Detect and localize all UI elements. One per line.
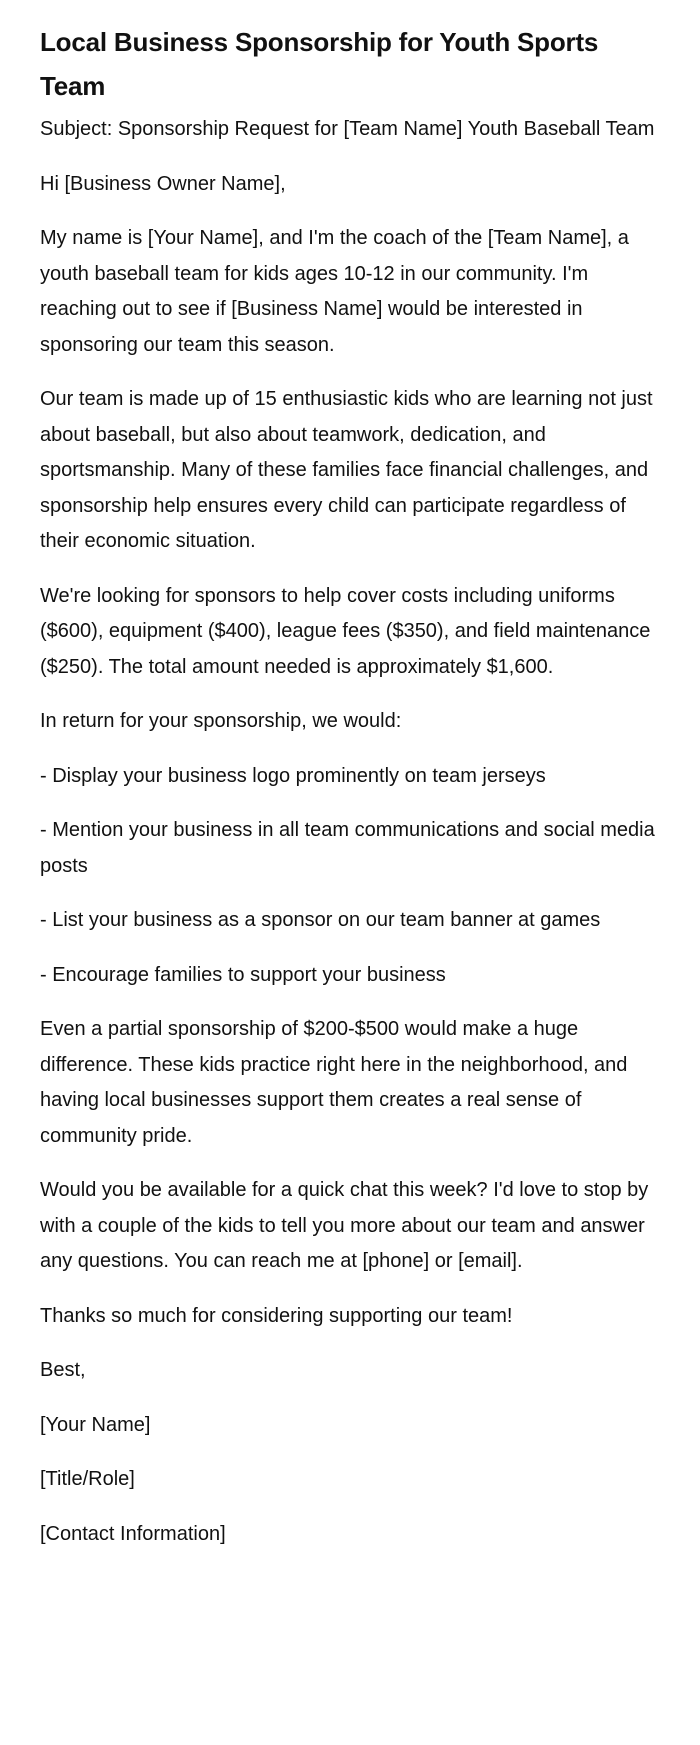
greeting: Hi [Business Owner Name], — [40, 172, 286, 195]
signature-contact: [Contact Information] — [40, 1522, 226, 1545]
benefit-item: - Mention your business in all team communications and social media posts — [40, 819, 655, 877]
benefit-item: - Encourage families to support your business — [40, 963, 446, 986]
body-paragraph-team: Our team is made up of 15 enthusiastic kids who are learning not just about baseball, but also about teamwork, dedication, and sportsmanship. Many of these families face financial challenges, and sponsorship help ensures every child can participate regardless of their economic situation. — [40, 388, 653, 552]
sign-off: Best, — [40, 1359, 86, 1381]
benefit-item: - Display your business logo prominently on team jerseys — [40, 764, 546, 787]
benefits-intro: In return for your sponsorship, we would: — [40, 710, 402, 732]
body-paragraph-contact: Would you be available for a quick chat this week? I'd love to stop by with a couple of the kids to tell you more about our team and answer any questions. You can reach me at [phone] or [email]. — [40, 1179, 649, 1272]
document-title: Local Business Sponsorship for Youth Sports Team — [40, 27, 599, 101]
body-paragraph-intro: My name is [Your Name], and I'm the coach of the [Team Name], a youth baseball team for kids ages 10-12 in our community. I'm reaching out to see if [Business Name] would be interested in sponsoring our team this season. — [40, 227, 629, 356]
body-paragraph-costs: We're looking for sponsors to help cover costs including uniforms ($600), equipment ($400), league fees ($350), and field maintenance ($250). The total amount needed is approximately $1,600. — [40, 584, 651, 678]
body-paragraph-partial: Even a partial sponsorship of $200-$500 would make a huge difference. These kids practice right here in the neighborhood, and having local businesses support them creates a real sense of community pride. — [40, 1018, 628, 1147]
subject-line: Subject: Sponsorship Request for [Team Name] Youth Baseball Team — [40, 118, 655, 140]
signature-name: [Your Name] — [40, 1413, 151, 1436]
signature-title: [Title/Role] — [40, 1468, 135, 1490]
closing-thanks: Thanks so much for considering supporting our team! — [40, 1304, 513, 1327]
benefit-item: - List your business as a sponsor on our team banner at games — [40, 909, 601, 931]
